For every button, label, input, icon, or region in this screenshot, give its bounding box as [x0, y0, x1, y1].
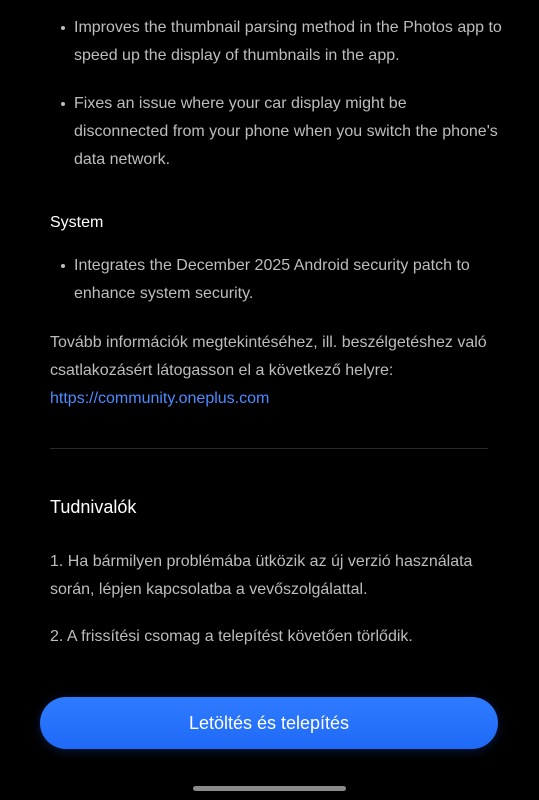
section-divider	[50, 448, 488, 449]
more-info-paragraph	[50, 329, 500, 413]
list-item: 1. Ha bármilyen problémába ütközik az új verzió használata során, lépjen kapcsolatba a vevőszolgálattal.	[50, 553, 473, 598]
section-heading-tudnivalok: Tudnivalók	[50, 497, 137, 517]
download-install-button[interactable]: Letöltés és telepítés	[40, 697, 498, 749]
section-heading-system: System	[50, 214, 104, 231]
home-indicator[interactable]	[193, 786, 346, 791]
more-info-text: Tovább információk megtekintéséhez, ill. beszélgetéshez való csatlakozásért látogasson el a következő helyre:	[50, 334, 487, 379]
bullet-item: Fixes an issue where your car display might be disconnected from your phone when you switch the phone's data network.	[74, 90, 504, 174]
bullet-item: Integrates the December 2025 Android security patch to enhance system security.	[74, 252, 504, 308]
bullet-item: Improves the thumbnail parsing method in the Photos app to speed up the display of thumbnails in the app.	[74, 14, 504, 70]
list-item: 2. A frissítési csomag a telepítést követően törlődik.	[50, 628, 413, 645]
community-link[interactable]: https://community.oneplus.com	[50, 390, 270, 407]
